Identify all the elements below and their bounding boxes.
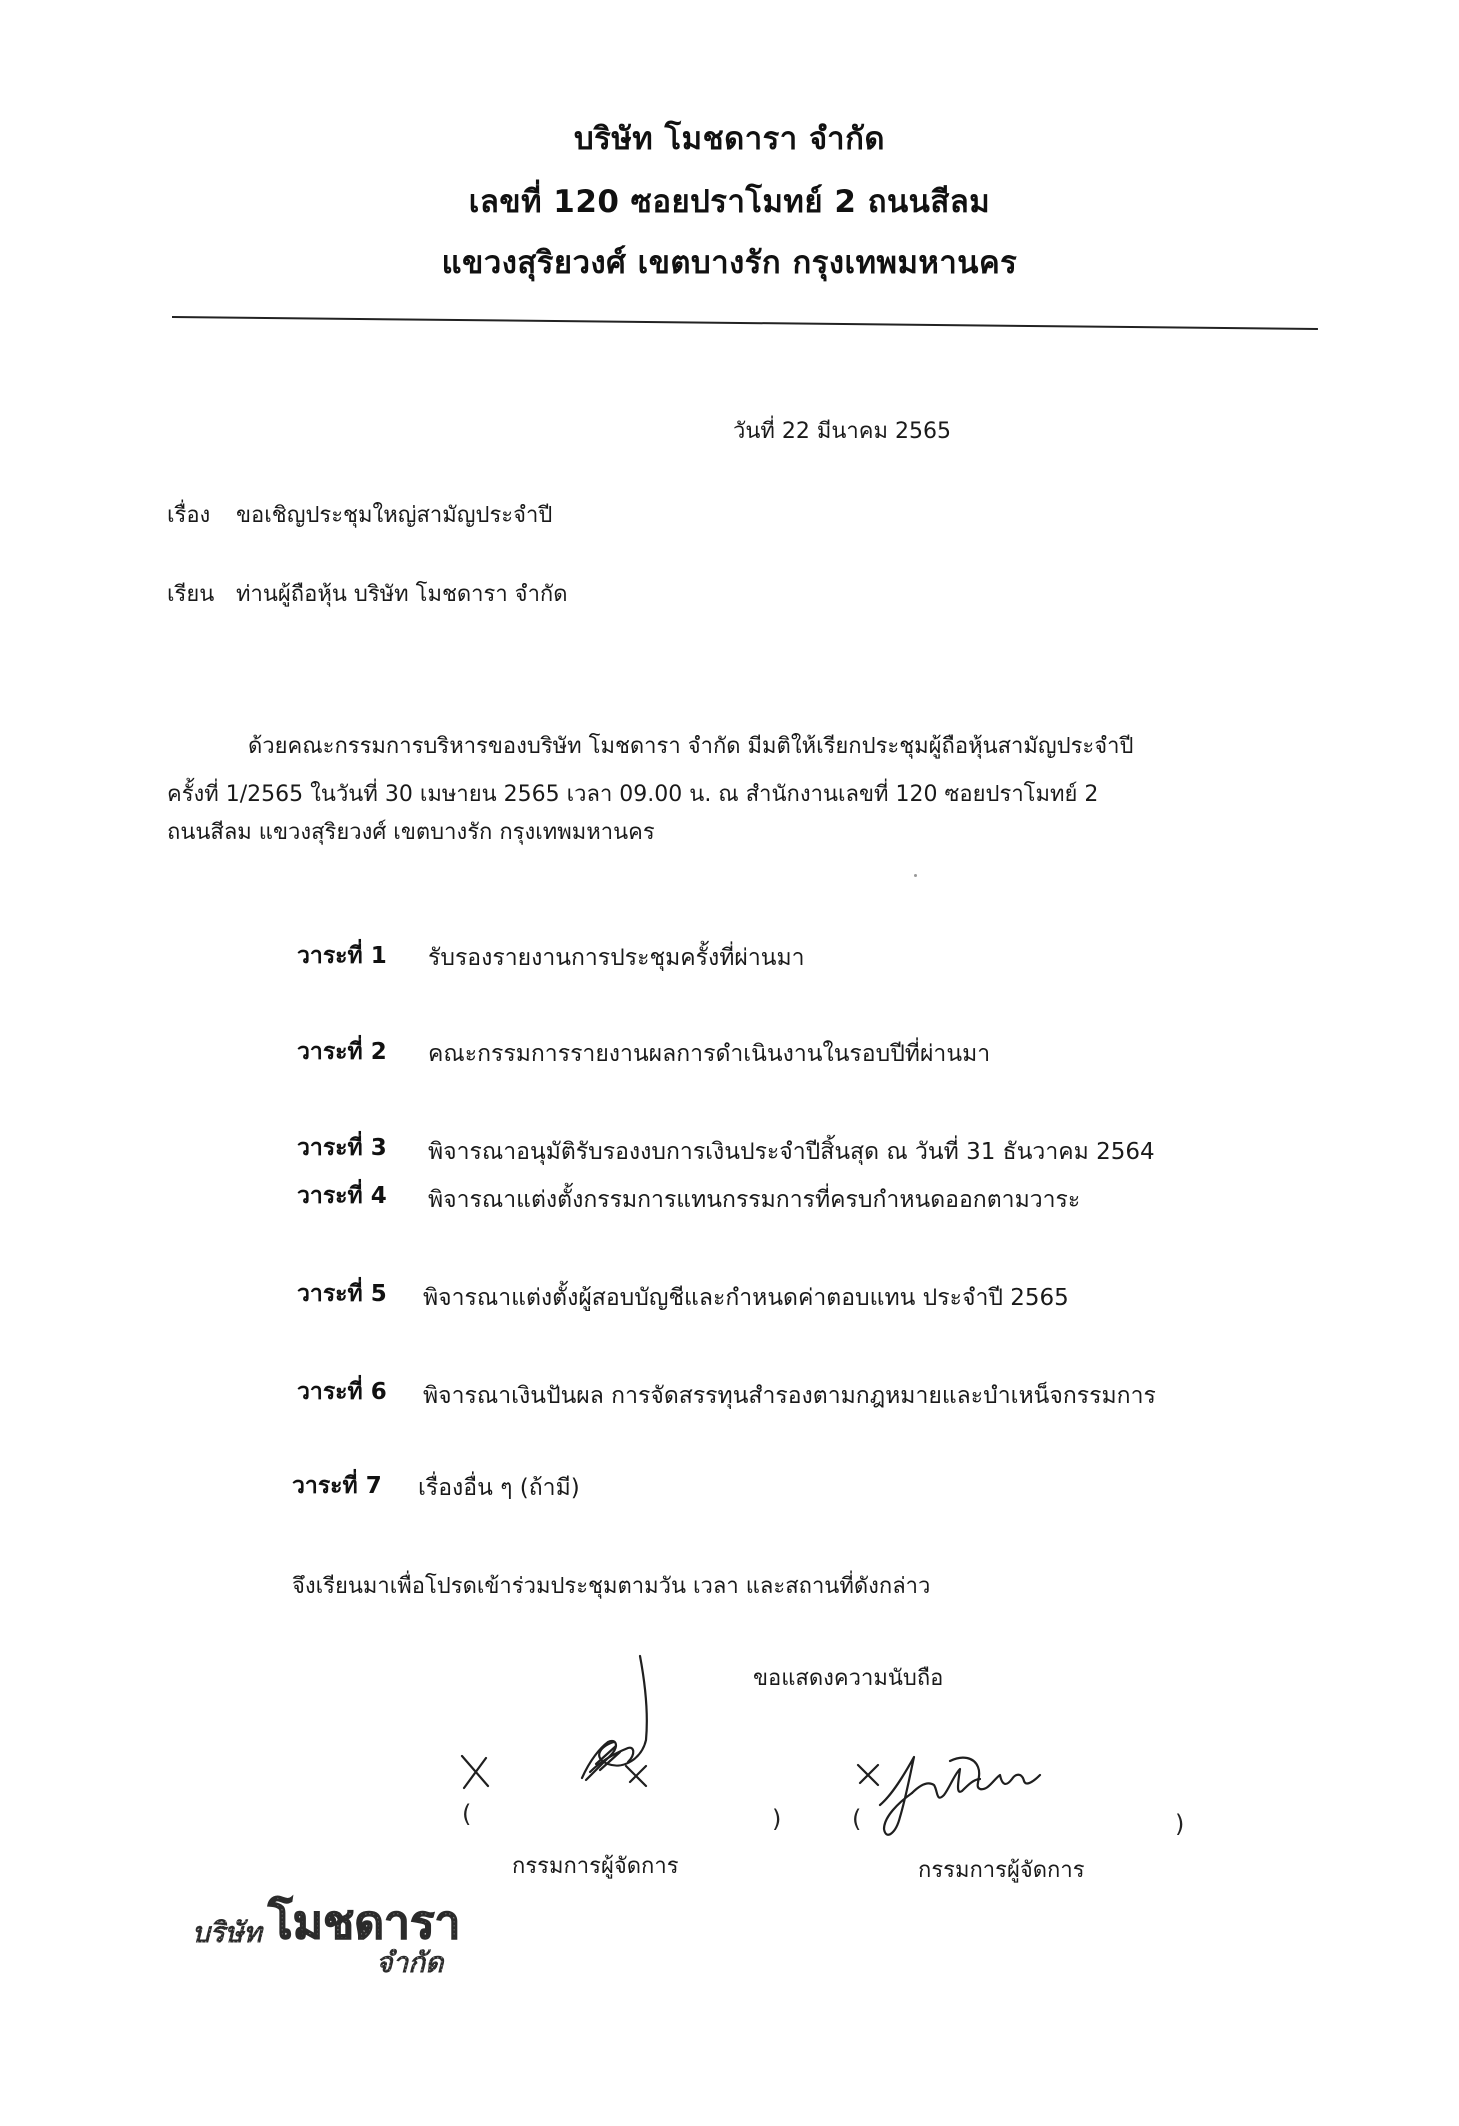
agenda-label-3: วาระที่ 3 xyxy=(297,1135,387,1161)
agenda-text-4: พิจารณาแต่งตั้งกรรมการแทนกรรมการที่ครบกำหนดออกตามวาระ xyxy=(428,1187,1081,1213)
svg-text:โมชดารา: โมชดารา xyxy=(268,1895,461,1949)
body-line-2: ครั้งที่ 1/2565 ในวันที่ 30 เมษายน 2565 เวลา 09.00 น. ณ สำนักงานเลขที่ 120 ซอยปราโมทย์ 2 xyxy=(167,782,1099,807)
subject-label: เรื่อง xyxy=(167,503,211,528)
svg-text:บริษัท: บริษัท xyxy=(192,1916,262,1949)
recipient-text: ท่านผู้ถือหุ้น บริษัท โมชดารา จำกัด xyxy=(236,582,568,607)
agenda-text-6: พิจารณาเงินปันผล การจัดสรรทุนสำรองตามกฎหมายและบำเหน็จกรรมการ xyxy=(423,1383,1156,1409)
recipient-label: เรียน xyxy=(167,582,215,607)
svg-text:จำกัด: จำกัด xyxy=(376,1946,444,1979)
body-line-1: ด้วยคณะกรรมการบริหารของบริษัท โมชดารา จำกัด มีมติให้เรียกประชุมผู้ถือหุ้นสามัญประจำปี xyxy=(248,734,1134,759)
regards-text: ขอแสดงความนับถือ xyxy=(753,1666,944,1691)
letter-date: วันที่ 22 มีนาคม 2565 xyxy=(733,419,951,444)
signature-1 xyxy=(450,1648,700,1818)
subject-text: ขอเชิญประชุมใหญ่สามัญประจำปี xyxy=(236,503,553,528)
company-name: บริษัท โมชดารา จำกัด xyxy=(574,121,885,157)
agenda-text-7: เรื่องอื่น ๆ (ถ้ามี) xyxy=(418,1475,580,1501)
company-seal xyxy=(188,1880,488,1980)
signatory-1-title: กรรมการผู้จัดการ xyxy=(512,1854,679,1879)
company-address-line-2: แขวงสุริยวงศ์ เขตบางรัก กรุงเทพมหานคร xyxy=(441,245,1018,281)
agenda-label-4: วาระที่ 4 xyxy=(297,1183,387,1209)
agenda-label-2: วาระที่ 2 xyxy=(297,1039,387,1065)
signature-2 xyxy=(850,1745,1080,1855)
agenda-text-3: พิจารณาอนุมัติรับรองงบการเงินประจำปีสิ้นสุด ณ วันที่ 31 ธันวาคม 2564 xyxy=(428,1139,1155,1165)
agenda-text-2: คณะกรรมการรายงานผลการดำเนินงานในรอบปีที่ผ่านมา xyxy=(428,1041,991,1067)
company-address-line-1: เลขที่ 120 ซอยปราโมทย์ 2 ถนนสีลม xyxy=(468,184,991,220)
closing-sentence: จึงเรียนมาเพื่อโปรดเข้าร่วมประชุมตามวัน เวลา และสถานที่ดังกล่าว xyxy=(292,1574,931,1599)
agenda-label-7: วาระที่ 7 xyxy=(292,1473,382,1499)
signatory-2-title: กรรมการผู้จัดการ xyxy=(918,1858,1085,1883)
agenda-text-5: พิจารณาแต่งตั้งผู้สอบบัญชีและกำหนดค่าตอบแทน ประจำปี 2565 xyxy=(423,1285,1069,1311)
scan-speck xyxy=(914,874,917,877)
signatory-1-open-paren: ( xyxy=(462,1800,472,1828)
signatory-2-close-paren: ) xyxy=(1175,1810,1185,1838)
signatory-2-open-paren: ( xyxy=(852,1805,862,1833)
header-divider xyxy=(172,316,1318,330)
agenda-label-1: วาระที่ 1 xyxy=(297,943,387,969)
body-line-3: ถนนสีลม แขวงสุริยวงศ์ เขตบางรัก กรุงเทพมหานคร xyxy=(167,820,655,845)
agenda-label-6: วาระที่ 6 xyxy=(297,1379,387,1405)
agenda-label-5: วาระที่ 5 xyxy=(297,1281,387,1307)
signatory-1-close-paren: ) xyxy=(772,1805,782,1833)
agenda-text-1: รับรองรายงานการประชุมครั้งที่ผ่านมา xyxy=(428,945,805,971)
